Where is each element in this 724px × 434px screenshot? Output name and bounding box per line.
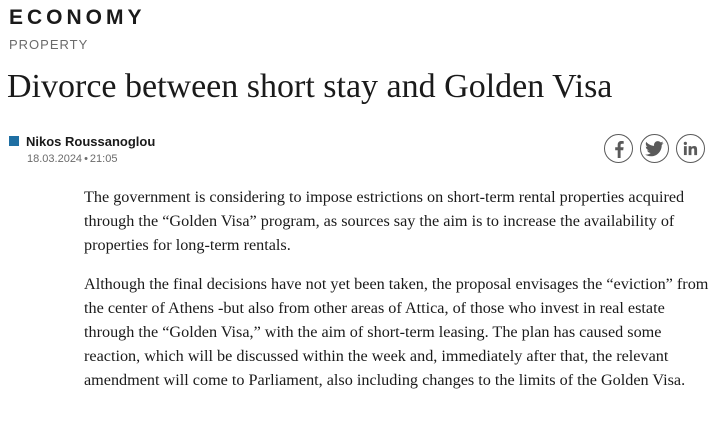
- date-separator: •: [84, 153, 88, 165]
- twitter-share-button[interactable]: [640, 134, 669, 163]
- linkedin-share-button[interactable]: [676, 134, 705, 163]
- publish-dateline: [27, 153, 117, 165]
- facebook-icon: [613, 140, 625, 158]
- linkedin-icon: [683, 141, 698, 156]
- share-buttons: [604, 134, 705, 163]
- article-paragraph: Although the final decisions have not yet been taken, the proposal envisages the “eviction” from the center of Athens -but also from other areas of Attica, of those who invest in real estate through the “Golden Visa,” with the aim of short-term leasing. The plan has caused some reaction, which will be discussed within the week and, immediately after that, the relevant amendment will come to Parliament, also including changes to the limits of the Golden Visa.: [84, 275, 709, 389]
- article-body: [84, 185, 714, 407]
- publish-date: 18.03.2024: [27, 153, 83, 165]
- article-headline: Divorce between short stay and Golden Visa: [7, 68, 613, 105]
- author-name[interactable]: Nikos Roussanoglou: [26, 133, 156, 149]
- author-marker: [9, 136, 19, 146]
- author-row: [9, 133, 155, 149]
- article-paragraph: The government is considering to impose estrictions on short-term rental properties acquired through the “Golden Visa” program, as sources say the aim is to increase the availability of properties for long-term rentals.: [84, 188, 685, 254]
- twitter-icon: [645, 141, 664, 157]
- publish-time: 21:05: [89, 153, 118, 165]
- category-label[interactable]: PROPERTY: [9, 37, 89, 52]
- section-label[interactable]: ECONOMY: [9, 6, 146, 29]
- facebook-share-button[interactable]: [604, 134, 633, 163]
